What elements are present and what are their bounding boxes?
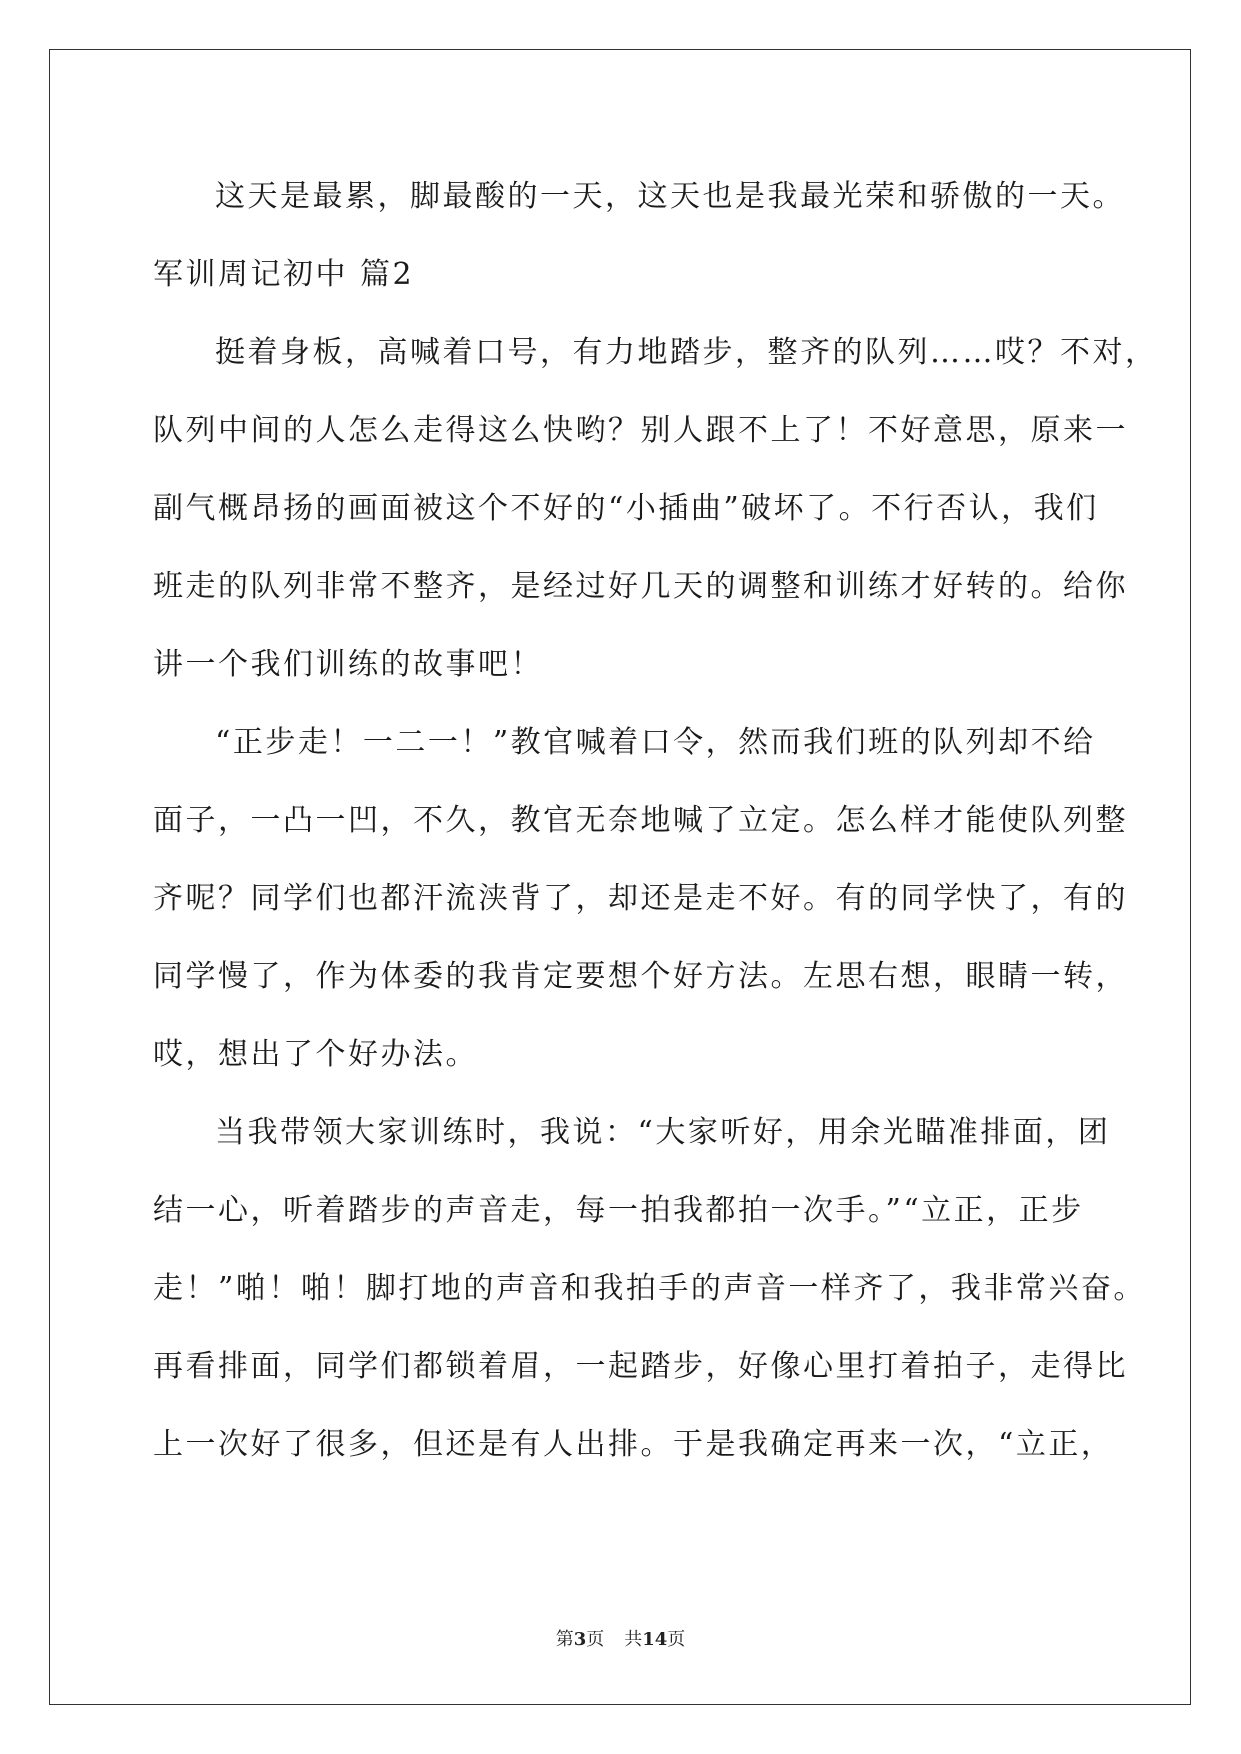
paragraph-line: “正步走！一二一！”教官喊着口令，然而我们班的队列却不给: [215, 725, 1096, 760]
page-footer: [0, 1628, 1241, 1652]
paragraph-line: 上一次好了很多，但还是有人出排。于是我确定再来一次，“立正，: [153, 1427, 1114, 1462]
paragraph-line: 面子，一凸一凹，不久，教官无奈地喊了立定。怎么样才能使队列整: [153, 803, 1128, 838]
paragraph-line: 当我带领大家训练时，我说：“大家听好，用余光瞄准排面，团: [215, 1115, 1111, 1150]
paragraph-line: 再看排面，同学们都锁着眉，一起踏步，好像心里打着拍子，走得比: [153, 1349, 1128, 1384]
paragraph-line: 这天是最累，脚最酸的一天，这天也是我最光荣和骄傲的一天。: [215, 179, 1125, 214]
paragraph-line: 同学慢了，作为体委的我肯定要想个好方法。左思右想，眼睛一转，: [153, 959, 1128, 994]
paragraph-line: 挺着身板，高喊着口号，有力地踏步，整齐的队列……哎？不对，: [215, 335, 1158, 370]
section-heading: 军训周记初中 篇2: [153, 257, 415, 292]
page-prefix: 第: [555, 1629, 574, 1650]
paragraph-line: 结一心，听着踏步的声音走，每一拍我都拍一次手。”“立正，正步: [153, 1193, 1084, 1228]
total-page-count: 14: [642, 1629, 668, 1650]
document-body: [153, 158, 1158, 1484]
paragraph-line: 副气概昂扬的画面被这个不好的“小插曲”破坏了。不行否认，我们: [153, 491, 1099, 526]
paragraph-line: 齐呢？同学们也都汗流浃背了，却还是走不好。有的同学快了，有的: [153, 881, 1128, 916]
paragraph-line: 哎，想出了个好办法。: [153, 1037, 478, 1072]
total-suffix: 页: [667, 1629, 686, 1650]
paragraph-line: 讲一个我们训练的故事吧！: [153, 647, 543, 682]
paragraph-line: 队列中间的人怎么走得这么快哟？别人跟不上了！不好意思，原来一: [153, 413, 1128, 448]
total-prefix: 共: [624, 1629, 643, 1650]
paragraph-line: 走！”啪！啪！脚打地的声音和我拍手的声音一样齐了，我非常兴奋。: [153, 1271, 1146, 1306]
paragraph-line: 班走的队列非常不整齐，是经过好几天的调整和训练才好转的。给你: [153, 569, 1128, 604]
current-page-number: 3: [573, 1629, 587, 1650]
page-suffix: 页: [586, 1629, 605, 1650]
